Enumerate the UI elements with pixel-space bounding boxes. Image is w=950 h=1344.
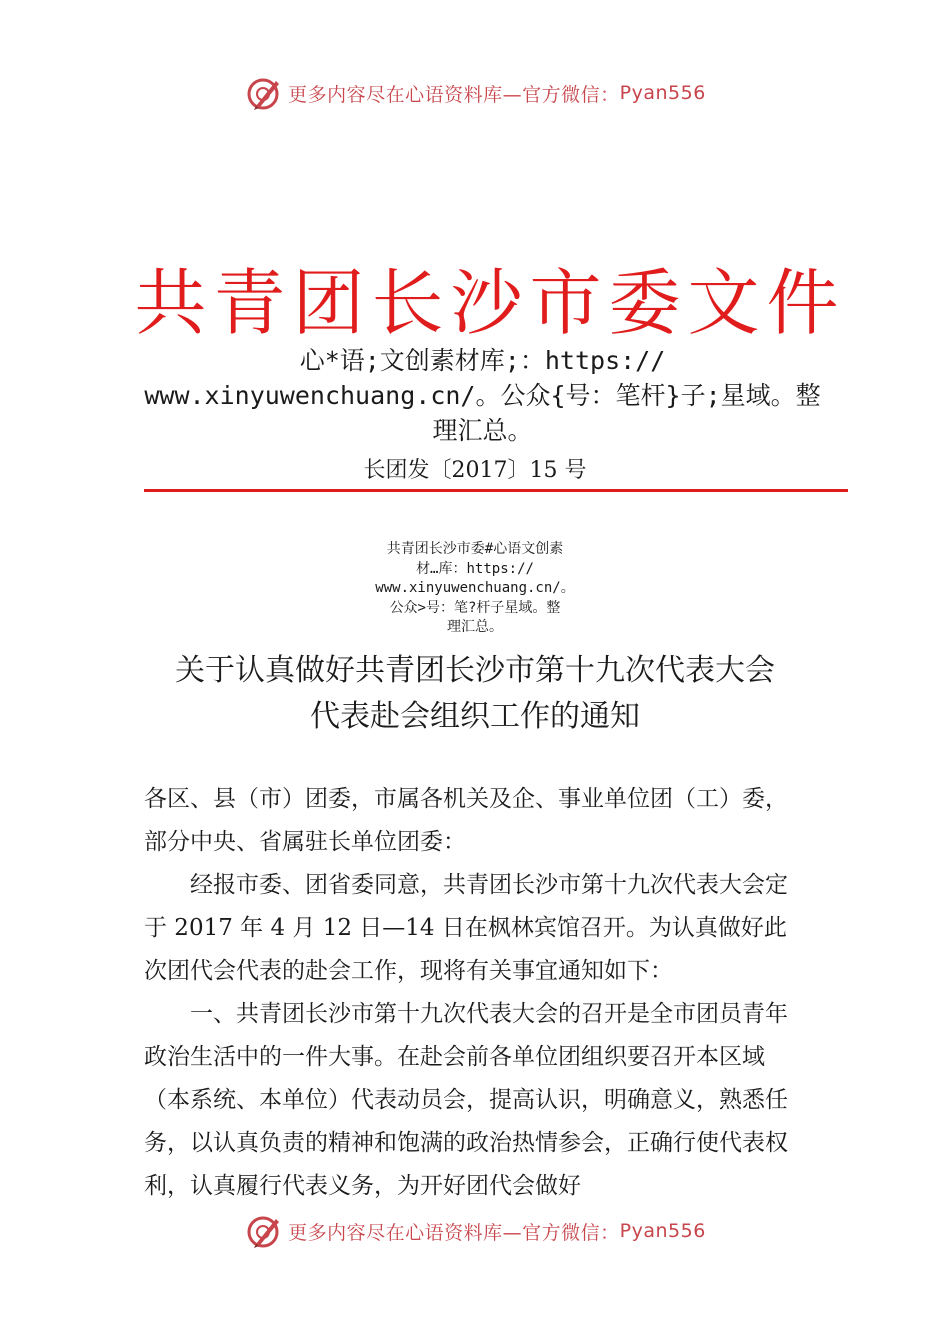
bottom-banner — [0, 1208, 950, 1254]
watermark-line: 理汇总。 — [432, 416, 533, 445]
wechat-id: Pyan556 — [619, 82, 706, 104]
top-banner — [0, 70, 950, 116]
notice-body — [144, 778, 809, 1208]
watermark-line: www.xinyuwenchuang.cn/。公众{号：笔杆}子;星域。整 — [144, 381, 821, 410]
header-watermark — [125, 343, 840, 448]
issuer-watermark — [345, 540, 605, 638]
pen-logo-icon — [244, 73, 284, 113]
document-number: 长团发〔2017〕15 号 — [363, 458, 587, 483]
watermark-line: www.xinyuwenchuang.cn/。 — [375, 580, 575, 596]
watermark-line: 公众>号：笔?杆子星域。整 — [389, 599, 561, 616]
notice-title-line: 关于认真做好共青团长沙市第十九次代表大会 — [175, 653, 775, 688]
body-paragraph: 一、共青团长沙市第十九次代表大会的召开是全市团员青年政治生活中的一件大事。在赴会前各单位团组织要召开本区域（本系统、本单位）代表动员会，提高认识，明确意义，熟悉任务，以认真负责的精神和饱满的政治热情参会，正确行使代表权利，认真履行代表义务，为开好团代会做好 — [144, 1001, 788, 1199]
watermark-line: 材…库：https:// — [416, 560, 534, 577]
wechat-id: Pyan556 — [619, 1220, 706, 1242]
red-divider — [144, 489, 848, 492]
notice-title-line: 代表赴会组织工作的通知 — [310, 699, 640, 734]
notice-title — [0, 648, 950, 740]
body-paragraph: 经报市委、团省委同意，共青团长沙市第十九次代表大会定于 2017 年 4 月 12 日—14 日在枫林宾馆召开。为认真做好此次团代会代表的赴会工作，现将有关事宜通知如下： — [144, 872, 788, 984]
document-header-title: 共青团长沙市委文件 — [134, 261, 846, 345]
watermark-line: 共青团长沙市委#心语文创素 — [386, 541, 564, 557]
banner-text: 更多内容尽在心语资料库—官方微信： — [288, 83, 620, 106]
banner-text: 更多内容尽在心语资料库—官方微信： — [288, 1221, 620, 1244]
watermark-line: 理汇总。 — [447, 619, 503, 635]
watermark-line: 心*语;文创素材库;：https:// — [299, 346, 666, 375]
addressee: 各区、县（市）团委，市属各机关及企、事业单位团（工）委，部分中央、省属驻长单位团委： — [144, 786, 788, 855]
pen-logo-icon — [244, 1211, 284, 1251]
